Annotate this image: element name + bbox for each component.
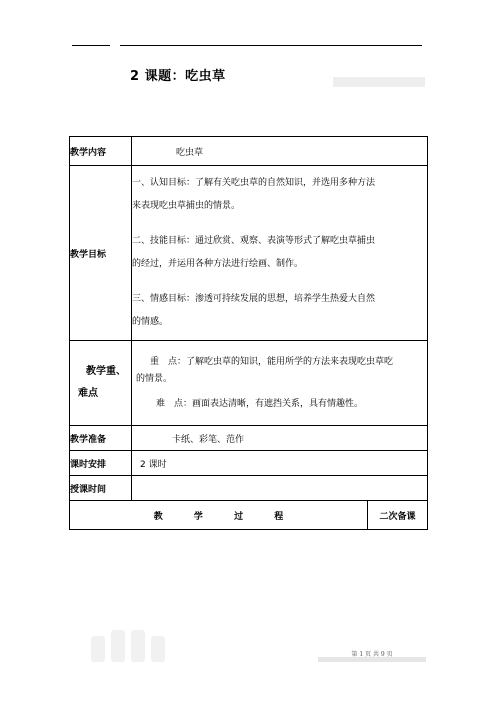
goals-cell <box>132 166 428 341</box>
label-goals: 教学目标 <box>70 166 132 341</box>
goal-line: 三、情感目标：渗透可持续发展的思想，培养学生热爱大自然 <box>132 294 376 304</box>
goal-line: 二、技能目标：通过欣赏、观察、表演等形式了解吃虫草捕虫 <box>132 236 376 246</box>
process-char: 教 <box>153 511 163 522</box>
row-prep <box>70 426 428 451</box>
title-shade-bar <box>333 77 425 87</box>
header-rule-right <box>120 45 422 46</box>
faint-watermark-logo <box>85 626 175 666</box>
value-prep: 卡纸、彩笔、范作 <box>132 426 428 451</box>
process-char: 学 <box>193 511 203 522</box>
process-heading <box>70 501 368 530</box>
lesson-plan-table <box>69 136 428 530</box>
key-point-line: 重 点：了解吃虫草的知识，能用所学的方法来表现吃虫草吃 <box>150 356 394 367</box>
row-process <box>70 501 428 530</box>
row-goals <box>70 166 428 341</box>
row-key-points <box>70 341 428 426</box>
label-prep: 教学准备 <box>70 426 132 451</box>
process-char: 程 <box>274 511 284 522</box>
difficult-point-line: 难 点：画面表达清晰，有遮挡关系，具有情趣性。 <box>156 398 364 409</box>
lesson-title: 2 课题：吃虫草 <box>130 69 226 84</box>
second-prep-heading: 二次备课 <box>368 501 428 530</box>
value-content: 吃虫草 <box>132 137 428 166</box>
row-hours <box>70 451 428 476</box>
goal-line: 一、认知目标：了解有关吃虫草的自然知识，并选用多种方法 <box>132 178 376 188</box>
label-content: 教学内容 <box>70 137 132 166</box>
key-points-cell <box>132 341 428 426</box>
label-hours: 课时安排 <box>70 451 132 476</box>
label-time: 授课时间 <box>70 476 132 501</box>
label-key-line1: 教学重、 <box>86 366 126 377</box>
key-point-line: 的情景。 <box>136 373 173 384</box>
process-char: 过 <box>234 511 244 522</box>
page-number: 第 1 页 共 9 页 <box>351 651 393 658</box>
row-time <box>70 476 428 501</box>
value-hours: 2 课时 <box>132 451 428 476</box>
goal-line: 的经过，并运用各种方法进行绘画、制作。 <box>132 259 304 269</box>
row-content <box>70 137 428 166</box>
label-key-line2: 难点 <box>78 388 98 399</box>
goal-line: 的情感。 <box>132 317 169 327</box>
value-time <box>132 476 428 501</box>
header-rule-left <box>72 45 110 46</box>
label-key-points <box>70 341 132 426</box>
goal-line: 来表现吃虫草捕虫的情景。 <box>132 201 241 211</box>
